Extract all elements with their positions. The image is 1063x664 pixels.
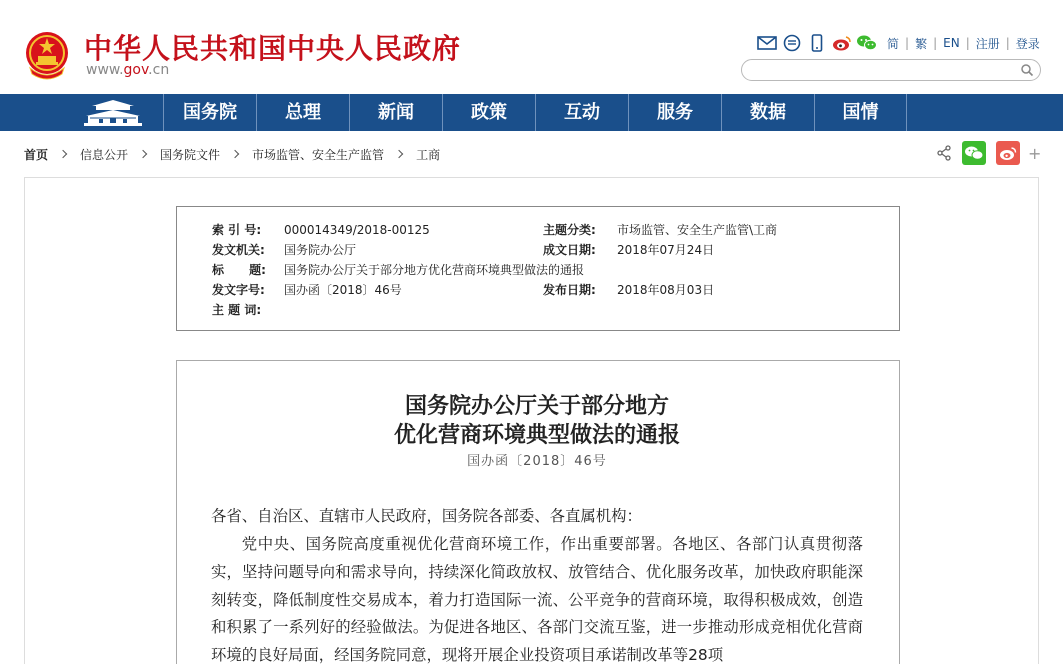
lang-simplified-link[interactable]: 简 bbox=[887, 36, 900, 51]
site-url bbox=[86, 62, 169, 78]
login-link[interactable]: 登录 bbox=[1015, 36, 1040, 51]
nav-item-state-council[interactable]: 国务院 bbox=[163, 94, 256, 131]
meta-value: 市场监管、安全生产监管\工商 bbox=[617, 223, 778, 237]
search-icon[interactable] bbox=[1020, 63, 1034, 77]
meta-label: 标 题: bbox=[212, 263, 266, 277]
main-nav bbox=[0, 94, 1063, 131]
site-url-suffix: .cn bbox=[148, 62, 170, 78]
meta-published-date bbox=[543, 281, 714, 298]
separator: | bbox=[933, 36, 938, 50]
chevron-right-icon bbox=[231, 150, 239, 158]
meta-label: 发布日期: bbox=[543, 283, 596, 297]
site-title[interactable]: 中华人民共和国中央人民政府 bbox=[84, 32, 462, 65]
meta-index bbox=[212, 221, 430, 238]
nav-item-news[interactable]: 新闻 bbox=[349, 94, 442, 131]
breadcrumb-item[interactable]: 国务院文件 bbox=[160, 147, 221, 162]
separator: | bbox=[1005, 36, 1010, 50]
mobile-icon[interactable] bbox=[806, 33, 828, 53]
top-links bbox=[756, 32, 1046, 54]
meta-value: 国务院办公厅关于部分地方优化营商环境典型做法的通报 bbox=[284, 263, 585, 277]
weibo-icon bbox=[999, 146, 1017, 161]
meta-issuer bbox=[212, 241, 356, 258]
nav-items bbox=[163, 94, 907, 131]
meta-label: 成文日期: bbox=[543, 243, 596, 257]
document-number: 国办函〔2018〕46号 bbox=[467, 454, 607, 469]
nav-item-policy[interactable]: 政策 bbox=[442, 94, 535, 131]
lang-traditional-link[interactable]: 繁 bbox=[915, 36, 928, 51]
breadcrumb bbox=[24, 144, 440, 164]
lang-english-link[interactable]: EN bbox=[943, 36, 960, 50]
mail-icon[interactable] bbox=[756, 33, 778, 53]
wechat-icon[interactable] bbox=[856, 33, 878, 53]
breadcrumb-item[interactable]: 信息公开 bbox=[80, 147, 129, 162]
national-emblem-icon[interactable] bbox=[24, 30, 70, 80]
chevron-right-icon bbox=[139, 150, 147, 158]
chevron-right-icon bbox=[395, 150, 403, 158]
meta-value: 2018年08月03日 bbox=[617, 283, 715, 297]
search-input[interactable] bbox=[752, 61, 1022, 81]
document-title-line-1: 国务院办公厅关于部分地方 bbox=[404, 393, 669, 419]
more-share-button[interactable]: + bbox=[1028, 143, 1042, 163]
meta-value: 国务院办公厅 bbox=[284, 243, 357, 257]
breadcrumb-item[interactable]: 市场监管、安全生产监管 bbox=[252, 147, 385, 162]
share-bar bbox=[936, 141, 1041, 165]
nav-item-services[interactable]: 服务 bbox=[628, 94, 721, 131]
share-icon[interactable] bbox=[936, 145, 952, 161]
meta-label: 索 引 号: bbox=[212, 223, 262, 237]
breadcrumb-home[interactable]: 首页 bbox=[24, 147, 49, 162]
site-url-accent: gov bbox=[123, 62, 149, 78]
nav-item-premier[interactable]: 总理 bbox=[256, 94, 349, 131]
document-salutation: 各省、自治区、直辖市人民政府，国务院各部委、各直属机构： bbox=[211, 507, 642, 525]
meta-value: 000014349/2018-00125 bbox=[284, 223, 430, 237]
breadcrumb-item[interactable]: 工商 bbox=[416, 147, 441, 162]
meta-category bbox=[543, 221, 777, 238]
share-weibo-button[interactable] bbox=[996, 141, 1020, 165]
share-wechat-button[interactable] bbox=[962, 141, 986, 165]
separator: | bbox=[905, 36, 910, 50]
search-box bbox=[741, 59, 1041, 81]
document-title-line-2: 优化营商环境典型做法的通报 bbox=[393, 422, 680, 448]
tiananmen-logo-icon[interactable] bbox=[82, 98, 144, 128]
nav-item-interaction[interactable]: 互动 bbox=[535, 94, 628, 131]
meta-label: 主题分类: bbox=[543, 223, 596, 237]
register-link[interactable]: 注册 bbox=[975, 36, 1000, 51]
separator: | bbox=[965, 36, 970, 50]
sms-icon[interactable] bbox=[781, 33, 803, 53]
meta-value: 国办函〔2018〕46号 bbox=[284, 283, 402, 297]
meta-label: 发文字号: bbox=[212, 283, 265, 297]
meta-doc-number bbox=[212, 281, 402, 298]
meta-keywords bbox=[212, 301, 284, 318]
weibo-icon[interactable] bbox=[831, 33, 853, 53]
nav-item-data[interactable]: 数据 bbox=[721, 94, 814, 131]
meta-value: 2018年07月24日 bbox=[617, 243, 715, 257]
nav-item-national-info[interactable]: 国情 bbox=[814, 94, 907, 131]
wechat-icon bbox=[964, 145, 984, 161]
meta-label: 主 题 词: bbox=[212, 303, 262, 317]
meta-label: 发文机关: bbox=[212, 243, 265, 257]
site-url-prefix: www. bbox=[86, 62, 124, 78]
meta-written-date bbox=[543, 241, 714, 258]
chevron-right-icon bbox=[59, 150, 67, 158]
site-header bbox=[0, 0, 1063, 94]
meta-title bbox=[212, 261, 584, 278]
document-body-paragraph: 党中央、国务院高度重视优化营商环境工作，作出重要部署。各地区、各部门认真贯彻落实，坚持问题导向和需求导向，持续深化简政放权、放管结合、优化服务改革，加快政府职能深刻转变，降低制度性交易成本，着力打造国际一流、公平竞争的营商环境，取得积极成效，创造和积累了一系列好的经验做法。为促进各地区、各部门交流互鉴，进一步推动形成竞相优化营商环境的良好局面，经国务院同意，现将开展企业投资项目承诺制改革等28项 bbox=[211, 535, 863, 664]
